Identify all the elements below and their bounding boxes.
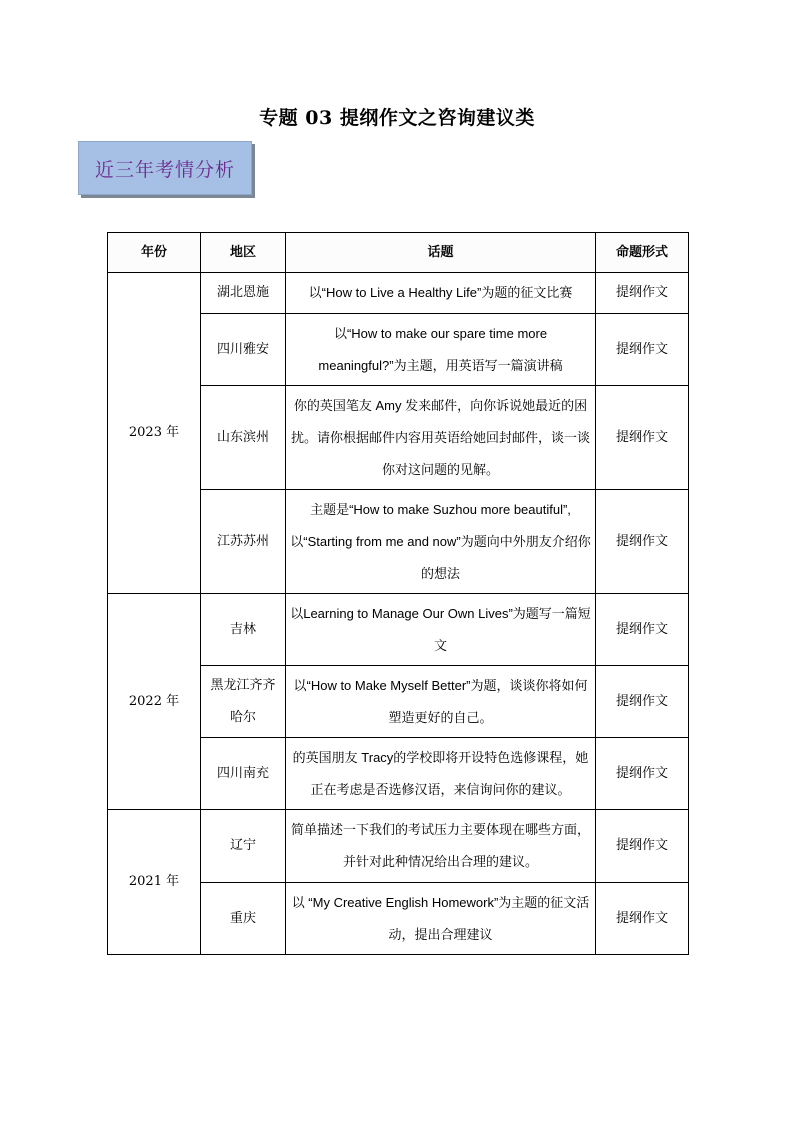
- form-cell: 提纲作文: [596, 666, 689, 738]
- topic-cell: 主题是“How to make Suzhou more beautiful”,以“Starting from me and now”为题向中外朋友介绍你的想法: [286, 490, 596, 594]
- topic-cell: 以“How to Make Myself Better”为题，谈谈你将如何塑造更好的自己。: [286, 666, 596, 738]
- form-cell: 提纲作文: [596, 594, 689, 666]
- region-cell: 湖北恩施: [201, 273, 286, 314]
- region-cell: 吉林: [201, 594, 286, 666]
- exam-analysis-table: [107, 232, 689, 955]
- form-cell: 提纲作文: [596, 490, 689, 594]
- topic-cell: 以“How to make our spare time more meaningful?”为主题，用英语写一篇演讲稿: [286, 314, 596, 386]
- page-title: 专题 03 提纲作文之咨询建议类: [259, 107, 535, 129]
- form-cell: 提纲作文: [596, 810, 689, 883]
- region-cell: 重庆: [201, 883, 286, 955]
- topic-cell: 以Learning to Manage Our Own Lives”为题写一篇短文: [286, 594, 596, 666]
- topic-cell: 以“How to Live a Healthy Life”为题的征文比赛: [286, 273, 596, 314]
- form-cell: 提纲作文: [596, 314, 689, 386]
- topic-cell: 的英国朋友 Tracy的学校即将开设特色选修课程，她正在考虑是否选修汉语，来信询问你的建议。: [286, 738, 596, 810]
- form-cell: 提纲作文: [596, 883, 689, 955]
- section-badge-label: 近三年考情分析: [94, 158, 235, 181]
- table-row: [108, 273, 689, 314]
- year-cell: 2021 年: [108, 810, 201, 955]
- table-row: [108, 810, 689, 883]
- topic-cell: 以 “My Creative English Homework”为主题的征文活动，提出合理建议: [286, 883, 596, 955]
- topic-cell: 你的英国笔友 Amy 发来邮件，向你诉说她最近的困扰。请你根据邮件内容用英语给她回封邮件，谈一谈你对这问题的见解。: [286, 386, 596, 490]
- header-topic: 话题: [286, 233, 596, 273]
- region-cell: 黑龙江齐齐哈尔: [201, 666, 286, 738]
- form-cell: 提纲作文: [596, 386, 689, 490]
- table-row: [108, 594, 689, 666]
- topic-cell: 简单描述一下我们的考试压力主要体现在哪些方面，并针对此种情况给出合理的建议。: [286, 810, 596, 883]
- year-cell: 2022 年: [108, 594, 201, 810]
- section-badge: [78, 141, 252, 195]
- year-cell: 2023 年: [108, 273, 201, 594]
- region-cell: 四川雅安: [201, 314, 286, 386]
- region-cell: 四川南充: [201, 738, 286, 810]
- form-cell: 提纲作文: [596, 738, 689, 810]
- region-cell: 山东滨州: [201, 386, 286, 490]
- form-cell: 提纲作文: [596, 273, 689, 314]
- header-form: 命题形式: [596, 233, 689, 273]
- region-cell: 辽宁: [201, 810, 286, 883]
- region-cell: 江苏苏州: [201, 490, 286, 594]
- table-header-row: [108, 233, 689, 273]
- header-region: 地区: [201, 233, 286, 273]
- header-year: 年份: [108, 233, 201, 273]
